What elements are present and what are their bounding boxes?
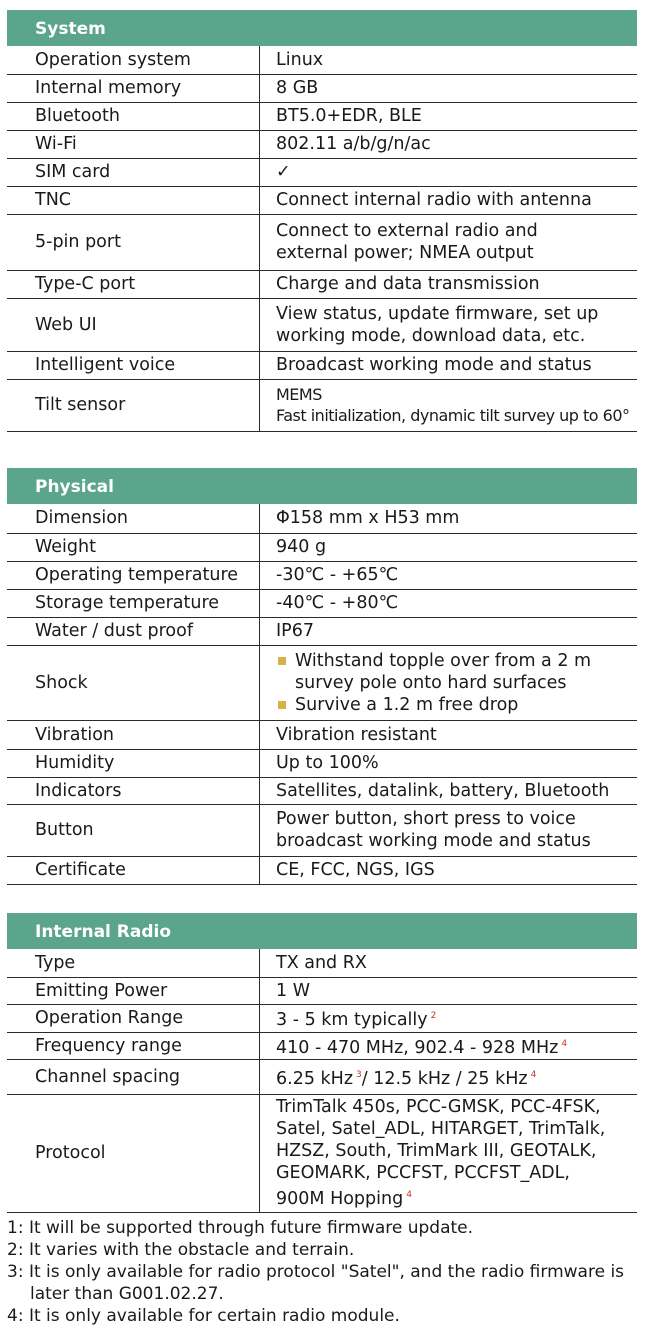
table-row <box>7 856 637 884</box>
footnote-4: 4: It is only available for certain radio module. <box>7 1306 400 1326</box>
spec-value: GEOMARK, PCCFST, PCCFST_ADL, <box>276 1163 570 1184</box>
spec-value: external power; NMEA output <box>276 243 534 263</box>
section-title-system: System <box>7 10 637 46</box>
spec-label: Button <box>7 804 260 856</box>
spec-label: Frequency range <box>7 1032 260 1059</box>
table-row <box>7 589 637 617</box>
table-row <box>7 977 637 1004</box>
table-row <box>7 102 637 130</box>
table-row <box>7 158 637 186</box>
spec-label: Shock <box>7 645 260 720</box>
spec-label: Bluetooth <box>7 102 260 130</box>
footnote-3: 3: It is only available for radio protocol "Satel", and the radio firmware is <box>7 1262 625 1282</box>
table-row <box>7 351 637 379</box>
spec-value: TX and RX <box>276 952 367 973</box>
footnote-mark: 3 <box>356 1069 362 1080</box>
bullet-item: Survive a 1.2 m free drop <box>276 694 637 716</box>
spec-label: Weight <box>7 533 260 561</box>
spec-label: Internal memory <box>7 74 260 102</box>
spec-value: Fast initialization, dynamic tilt survey up to 60° <box>276 406 630 425</box>
table-row <box>7 1032 637 1059</box>
spec-value: Satel, Satel_ADL, HITARGET, TrimTalk, <box>276 1119 606 1140</box>
spec-value: MEMS <box>276 385 322 404</box>
spec-label: Type <box>7 949 260 977</box>
table-row <box>7 298 637 351</box>
spec-value: CE, FCC, NGS, IGS <box>276 860 435 880</box>
table-row <box>7 777 637 804</box>
footnote-3-continued: later than G001.02.27. <box>30 1284 224 1304</box>
table-row <box>7 617 637 645</box>
footnotes <box>7 1217 652 1327</box>
spec-value: 1 W <box>276 980 311 1001</box>
spec-value: Satellites, datalink, battery, Bluetooth <box>276 780 610 801</box>
system-section <box>7 10 637 432</box>
spec-value: 3 - 5 km typically $^2$ <box>276 1009 437 1030</box>
spec-value: broadcast working mode and status <box>276 831 591 851</box>
spec-label: Emitting Power <box>7 977 260 1004</box>
radio-table <box>7 949 637 1213</box>
table-row <box>7 720 637 749</box>
table-row <box>7 130 637 158</box>
spec-value: TrimTalk 450s, PCC-GMSK, PCC-4FSK, <box>276 1097 601 1118</box>
physical-section <box>7 468 637 885</box>
spec-value: -40℃ - +80℃ <box>276 593 399 613</box>
spec-label: Operating temperature <box>7 561 260 589</box>
table-row <box>7 533 637 561</box>
spec-label: Certificate <box>7 856 260 884</box>
spec-label: Wi-Fi <box>7 130 260 158</box>
spec-label: 5-pin port <box>7 214 260 270</box>
spec-label: Indicators <box>7 777 260 804</box>
spec-value: Charge and data transmission <box>276 274 540 294</box>
table-row <box>7 949 637 977</box>
bullet-square-icon <box>278 701 286 709</box>
spec-value: 410 - 470 MHz, 902.4 - 928 MHz $^4$ <box>276 1037 568 1058</box>
table-row <box>7 46 637 74</box>
spec-label: Type-C port <box>7 270 260 298</box>
table-row <box>7 186 637 214</box>
table-row <box>7 270 637 298</box>
spec-value: 802.11 a/b/g/n/ac <box>276 134 431 154</box>
spec-label: Operation system <box>7 46 260 74</box>
section-title-radio: Internal Radio <box>7 913 637 949</box>
footnote-1: 1: It will be supported through future firmware update. <box>7 1218 474 1238</box>
spec-label: Water / dust proof <box>7 617 260 645</box>
table-row <box>7 561 637 589</box>
table-row <box>7 1059 637 1094</box>
check-icon: ✓ <box>276 162 291 182</box>
spec-value: Vibration resistant <box>276 724 437 745</box>
footnote-2: 2: It varies with the obstacle and terrain. <box>7 1240 355 1260</box>
spec-value: 900M Hopping $^4$ <box>276 1188 412 1209</box>
system-table <box>7 46 637 432</box>
spec-value: IP67 <box>276 621 314 641</box>
spec-label: Dimension <box>7 504 260 533</box>
bullet-square-icon <box>278 657 286 665</box>
footnote-mark: 4 <box>561 1038 568 1049</box>
spec-label: Storage temperature <box>7 589 260 617</box>
spec-label: SIM card <box>7 158 260 186</box>
spec-value: Linux <box>276 49 324 70</box>
spec-label: Intelligent voice <box>7 351 260 379</box>
spec-value: HZSZ, South, TrimMark III, GEOTALK, <box>276 1141 597 1162</box>
spec-value: BT5.0+EDR, BLE <box>276 106 422 126</box>
spec-label: Channel spacing <box>7 1059 260 1094</box>
bullet-item: Withstand topple over from a 2 m survey pole onto hard surfaces <box>276 650 637 694</box>
table-row <box>7 749 637 777</box>
table-row <box>7 1094 637 1212</box>
spec-label: Operation Range <box>7 1004 260 1032</box>
spec-value: working mode, download data, etc. <box>276 325 586 346</box>
footnote-mark: 4 <box>406 1190 412 1201</box>
spec-value: View status, update firmware, set up <box>276 303 599 324</box>
spec-value: Connect to external radio and <box>276 221 538 241</box>
spec-value: Power button, short press to voice <box>276 809 576 829</box>
footnote-mark: 4 <box>530 1069 537 1080</box>
footnote-mark: 2 <box>430 1011 437 1022</box>
table-row <box>7 379 637 431</box>
spec-label: Protocol <box>7 1094 260 1212</box>
table-row <box>7 804 637 856</box>
spec-label: Tilt sensor <box>7 379 260 431</box>
physical-table <box>7 504 637 885</box>
spec-value: Connect internal radio with antenna <box>276 190 592 210</box>
spec-value: Up to 100% <box>276 753 379 773</box>
spec-value: 940 g <box>276 537 327 557</box>
table-row <box>7 1004 637 1032</box>
spec-value: 8 GB <box>276 78 319 98</box>
spec-label: Web UI <box>7 298 260 351</box>
table-row <box>7 504 637 533</box>
spec-value: Broadcast working mode and status <box>276 355 592 375</box>
table-row <box>7 645 637 720</box>
table-row <box>7 74 637 102</box>
spec-value: Φ158 mm x H53 mm <box>276 508 460 529</box>
spec-value: -30℃ - +65℃ <box>276 565 399 585</box>
radio-section <box>7 913 637 1213</box>
spec-value: 6.25 kHz $^3$/ 12.5 kHz / 25 kHz $^4$ <box>276 1068 537 1089</box>
table-row <box>7 214 637 270</box>
spec-label: Humidity <box>7 749 260 777</box>
spec-label: TNC <box>7 186 260 214</box>
section-title-physical: Physical <box>7 468 637 504</box>
spec-label: Vibration <box>7 720 260 749</box>
